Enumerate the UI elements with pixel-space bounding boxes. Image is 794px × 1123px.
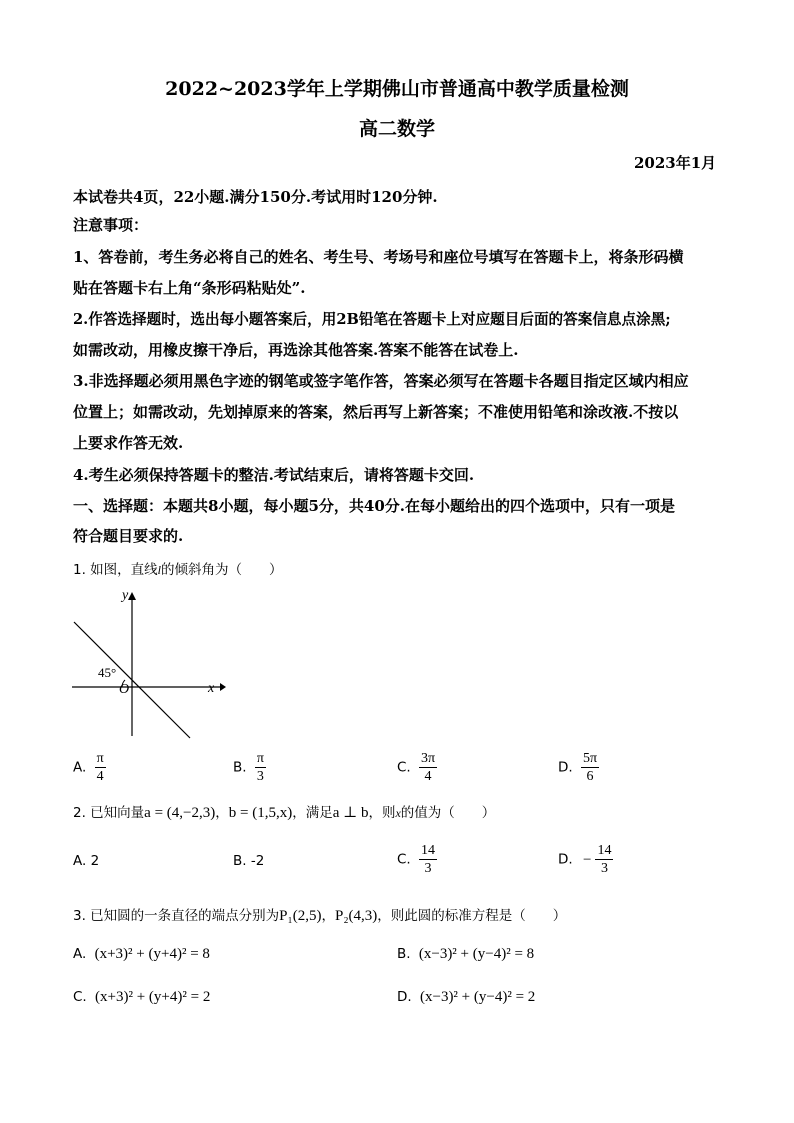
question-3-stem — [73, 904, 566, 925]
q1-option-c-fraction — [419, 750, 437, 785]
y-axis-label: y — [122, 588, 129, 603]
q2-stem-pre: 2. 已知向量 — [73, 805, 145, 821]
q3-point-p2: P₂(4,3) — [334, 908, 378, 924]
note-3-line-2: 位置上；如需改动，先划掉原来的答案，然后再写上新答案；不准使用铅笔和涂改液.不按以 — [73, 403, 679, 421]
note-3-line-1: 3.非选择题必须用黑色字迹的钢笔或签字笔作答，答案必须写在答题卡各题目指定区域内相应 — [73, 372, 689, 390]
q2-option-c[interactable] — [397, 842, 437, 877]
note-4: 4.考生必须保持答题卡的整洁.考试结束后，请将答题卡交回. — [73, 466, 475, 484]
denominator: 4 — [96, 769, 104, 784]
q2-condition-pre: ，满足 — [292, 805, 333, 821]
denominator: 3 — [256, 769, 264, 784]
option-letter: A. — [73, 853, 87, 869]
q1-line-var: l — [157, 563, 162, 577]
option-value: 2 — [90, 853, 100, 869]
note-2-line-1: 2.作答选择题时，选出每小题答案后，用2B铅笔在答题卡上对应题目后面的答案信息点涂黑; — [73, 311, 671, 328]
question-1-stem — [73, 558, 283, 578]
q3-separator: ， — [321, 908, 335, 924]
y-axis-arrow — [128, 592, 136, 600]
q1-option-b-fraction — [255, 750, 266, 785]
q2-condition: a ⊥ b — [332, 805, 369, 821]
minus-sign: − — [582, 851, 592, 868]
q1-option-b[interactable] — [233, 750, 266, 785]
angle-label: 45° — [98, 665, 117, 680]
numerator: 3π — [421, 751, 436, 766]
q1-option-d[interactable] — [558, 750, 599, 785]
section-heading-line-2: 符合题目要求的. — [73, 527, 184, 545]
option-letter: C. — [397, 851, 411, 868]
q3-option-d[interactable] — [397, 989, 535, 1006]
numerator: π — [256, 751, 264, 766]
numerator: 14 — [597, 843, 612, 858]
option-equation: (x+3)² + (y+4)² = 8 — [94, 946, 210, 962]
option-letter: D. — [397, 989, 412, 1005]
q3-point-p1: P₁(2,5) — [279, 908, 322, 924]
option-letter: A. — [73, 946, 87, 962]
q2-condition-post: ，则 — [368, 805, 396, 821]
q2-option-d[interactable] — [558, 842, 613, 877]
q1-option-c[interactable] — [397, 750, 437, 785]
option-equation: (x−3)² + (y−4)² = 2 — [419, 989, 536, 1005]
x-axis-label: x — [208, 681, 215, 696]
note-3-line-3: 上要求作答无效. — [73, 434, 184, 452]
q1-option-a[interactable] — [73, 750, 106, 785]
option-letter: C. — [397, 759, 411, 776]
q1-stem-post: 的倾斜角为（ ） — [161, 562, 283, 578]
denominator: 6 — [586, 769, 594, 784]
numerator: 14 — [421, 843, 436, 858]
q1-stem-pre: 1. 如图，直线 — [73, 562, 158, 578]
q3-stem-post: ，则此圆的标准方程是（ ） — [377, 908, 567, 924]
exam-date: 2023年1月 — [634, 154, 717, 172]
notice-title: 注意事项： — [73, 216, 149, 234]
option-letter: B. — [233, 853, 247, 869]
q2-option-d-fraction — [595, 842, 613, 877]
note-1-line-1: 1、答卷前，考生务必将自己的姓名、考生号、考场号和座位号填写在答题卡上，将条形码横 — [73, 248, 684, 266]
q2-var: x — [395, 806, 401, 820]
option-letter: D. — [558, 759, 573, 776]
q3-option-a[interactable] — [73, 946, 210, 963]
question-2-stem — [73, 801, 495, 822]
q3-option-c[interactable] — [73, 989, 210, 1006]
exam-summary: 本试卷共4页，22小题.满分150分.考试用时120分钟. — [73, 188, 438, 206]
option-letter: B. — [397, 946, 411, 962]
q2-separator: ， — [215, 805, 229, 821]
option-equation: (x−3)² + (y−4)² = 8 — [418, 946, 535, 962]
q2-stem-post: 的值为（ ） — [400, 805, 496, 821]
q2-vector-b: b = (1,5,x) — [228, 805, 293, 821]
option-value: -2 — [250, 853, 265, 869]
section-heading-line-1: 一、选择题：本题共8小题，每小题5分，共40分.在每小题给出的四个选项中，只有一项是 — [73, 497, 675, 515]
option-letter: D. — [558, 851, 573, 868]
option-letter: C. — [73, 989, 87, 1005]
q1-option-a-fraction — [95, 750, 106, 785]
q2-vector-a: a = (4,−2,3) — [144, 805, 216, 821]
denominator: 3 — [600, 861, 608, 876]
exam-subtitle: 高二数学 — [358, 118, 435, 140]
note-2-line-2: 如需改动，用橡皮擦干净后，再选涂其他答案.答案不能答在试卷上. — [73, 341, 519, 359]
q2-option-c-fraction — [419, 842, 437, 877]
origin-label: O — [119, 682, 130, 697]
x-axis-arrow — [220, 683, 226, 691]
denominator: 3 — [424, 861, 432, 876]
q3-stem-pre: 3. 已知圆的一条直径的端点分别为 — [73, 908, 280, 924]
note-1-line-2: 贴在答题卡右上角“条形码粘贴处”. — [73, 279, 306, 297]
option-letter: B. — [233, 759, 247, 776]
q1-option-d-fraction — [581, 750, 599, 785]
q2-option-b[interactable] — [233, 853, 264, 869]
denominator: 4 — [424, 769, 432, 784]
q2-option-a[interactable] — [73, 853, 99, 869]
numerator: π — [96, 751, 104, 766]
q1-figure — [62, 586, 232, 746]
option-equation: (x+3)² + (y+4)² = 2 — [95, 989, 211, 1005]
exam-title: 2022~2023学年上学期佛山市普通高中教学质量检测 — [165, 78, 629, 100]
option-letter: A. — [73, 759, 87, 776]
q3-option-b[interactable] — [397, 946, 534, 963]
numerator: 5π — [582, 751, 598, 766]
